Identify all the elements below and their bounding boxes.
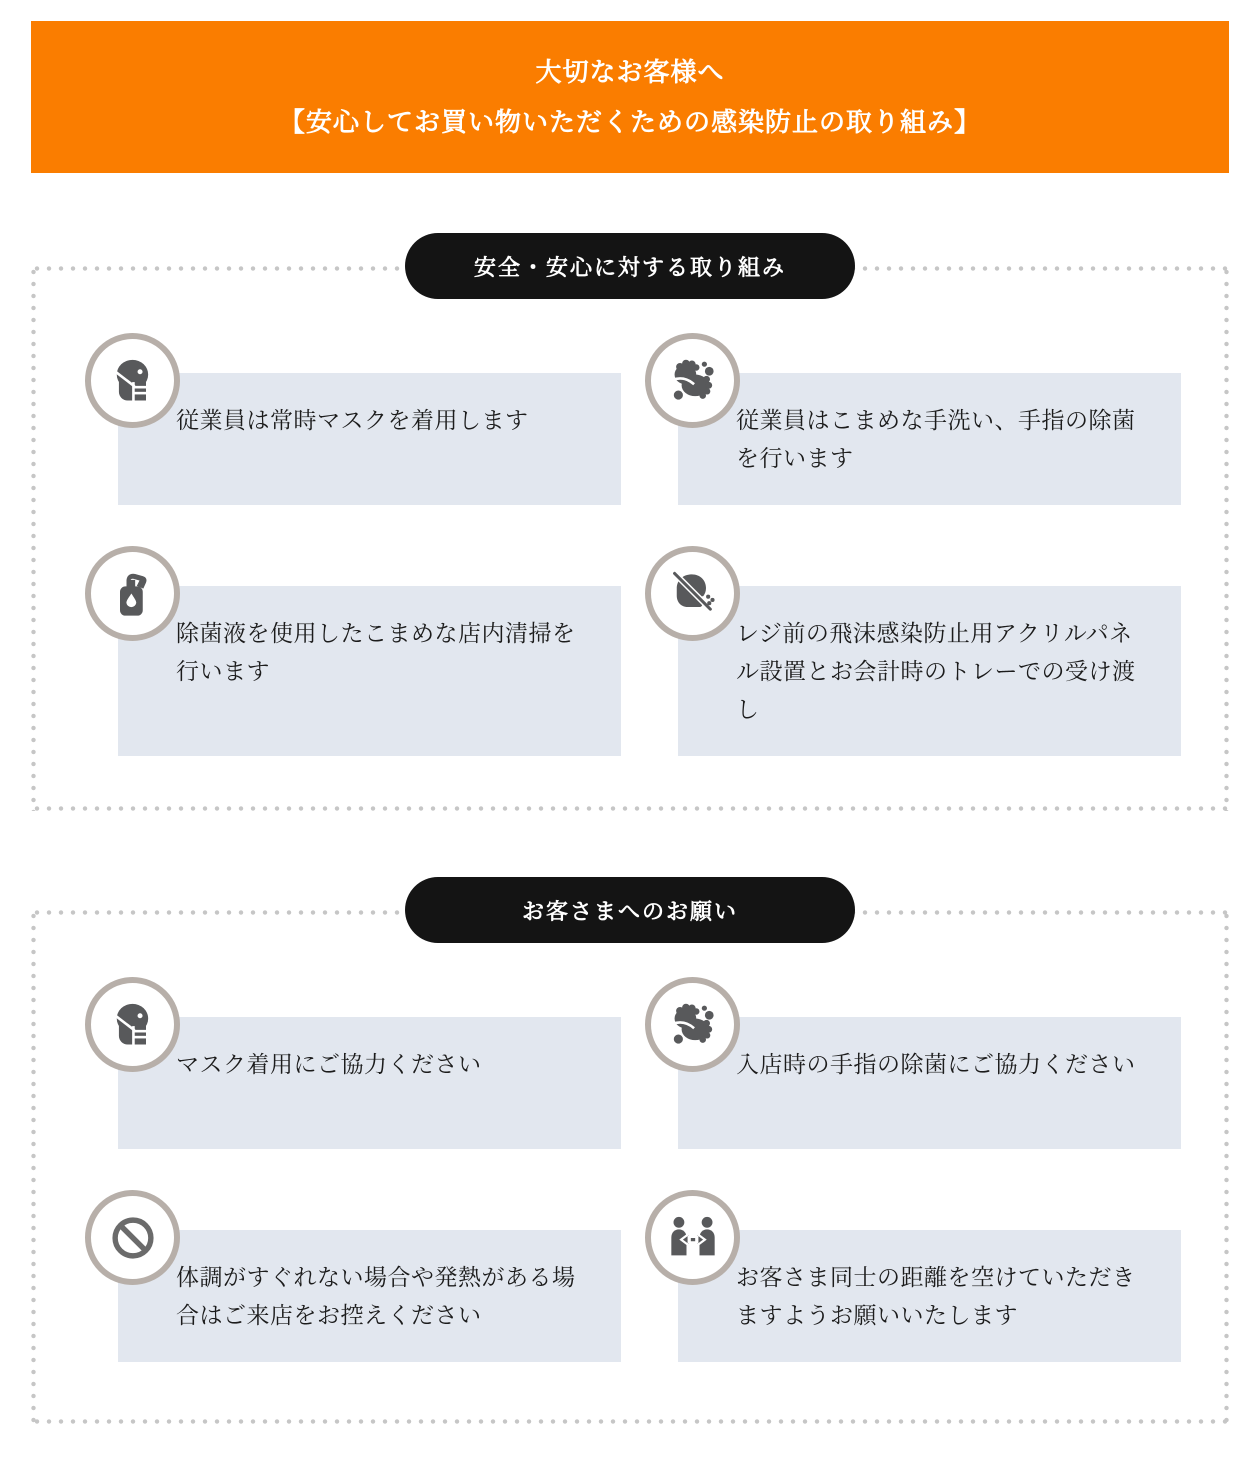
notice-banner [31, 21, 1229, 173]
card-text: 従業員は常時マスクを着用します [118, 373, 621, 505]
section-heading-pill: 安全・安心に対する取り組み [405, 233, 855, 299]
card-store-cleaning [85, 546, 621, 756]
card-register-panel [645, 546, 1181, 756]
droplet-block-icon [645, 546, 740, 641]
card-text: マスク着用にご協力ください [118, 1017, 621, 1149]
card-customer-mask [85, 977, 621, 1149]
card-text: 体調がすぐれない場合や発熱がある場合はご来店をお控えください [118, 1230, 621, 1362]
hand-washing-icon [645, 977, 740, 1072]
section-customer-requests [31, 898, 1229, 1424]
card-text: お客さま同士の距離を空けていただきますようお願いいたします [678, 1230, 1181, 1362]
card-grid [85, 333, 1181, 756]
banner-title: 大切なお客様へ [535, 57, 725, 87]
section-safety-measures [31, 254, 1229, 811]
card-customer-sanitize [645, 977, 1181, 1149]
section-heading-pill: お客さまへのお願い [405, 877, 855, 943]
prohibition-icon [85, 1190, 180, 1285]
card-text: 除菌液を使用したこまめな店内清掃を行います [118, 586, 621, 756]
card-social-distance [645, 1190, 1181, 1362]
banner-subtitle: 【安心してお買い物いただくための感染防止の取り組み】 [278, 107, 981, 137]
mask-face-icon [85, 977, 180, 1072]
card-text: 入店時の手指の除菌にご協力ください [678, 1017, 1181, 1149]
card-text: 従業員はこまめな手洗い、手指の除菌を行います [678, 373, 1181, 505]
card-staff-handwash [645, 333, 1181, 505]
social-distance-icon [645, 1190, 740, 1285]
hand-washing-icon [645, 333, 740, 428]
card-stay-home [85, 1190, 621, 1362]
mask-face-icon [85, 333, 180, 428]
card-text: レジ前の飛沫感染防止用アクリルパネル設置とお会計時のトレーでの受け渡し [678, 586, 1181, 756]
card-staff-mask [85, 333, 621, 505]
sanitizer-bottle-icon [85, 546, 180, 641]
card-grid [85, 977, 1181, 1362]
